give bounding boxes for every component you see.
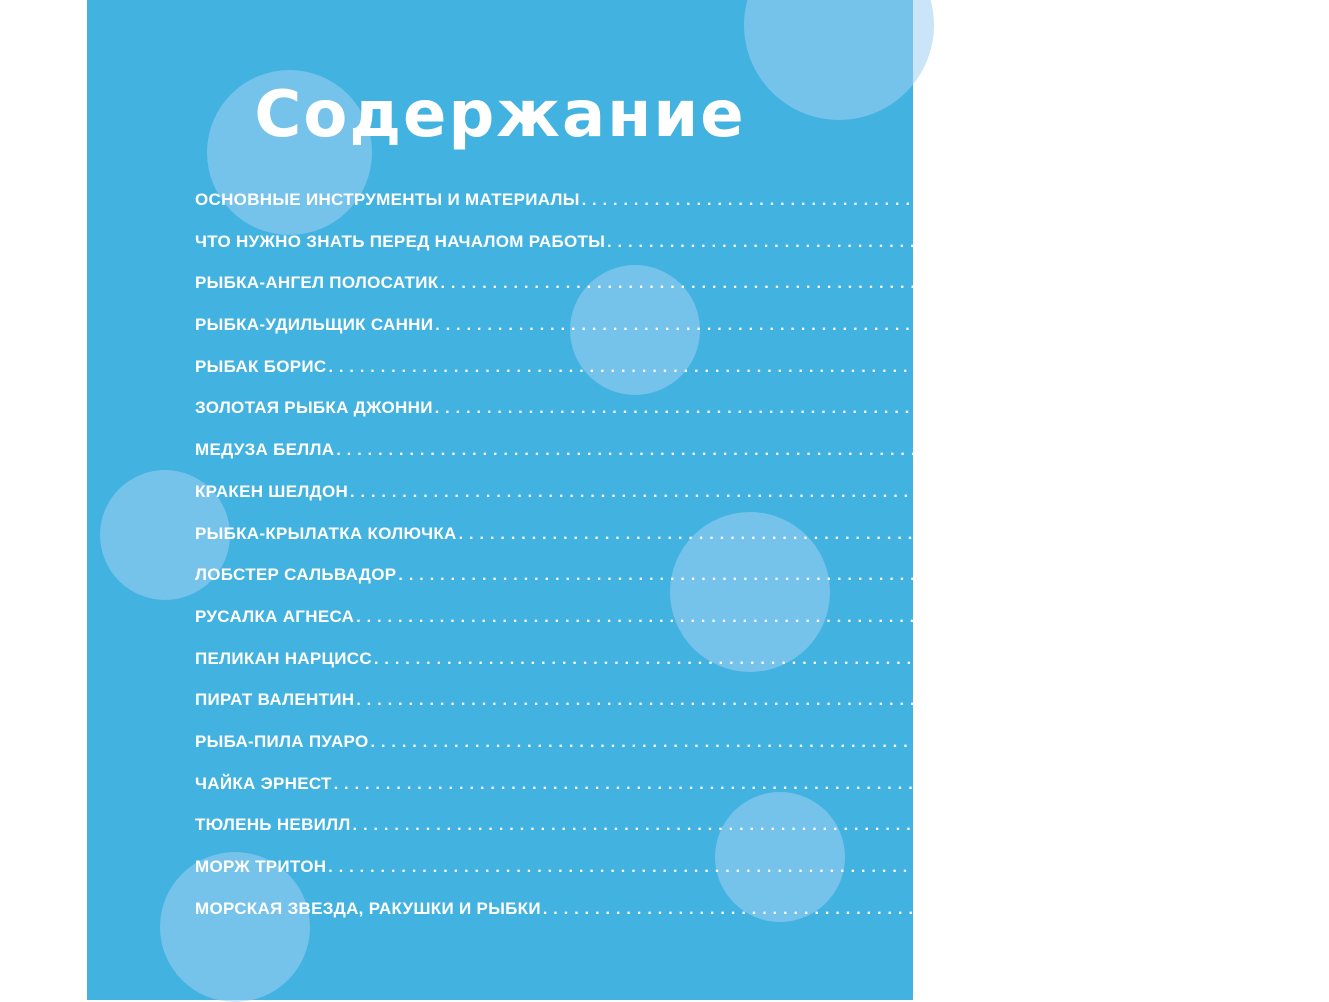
toc-entry[interactable] — [195, 773, 1065, 816]
toc-entry-page-number: 7 — [1319, 231, 1329, 251]
toc-dot-leader: ................................................................... — [352, 817, 1053, 835]
toc-dot-leader: ................................................................... — [434, 400, 1135, 418]
toc-entry-title: РЫБАК БОРИС — [195, 356, 327, 376]
toc-entry-title: ПЕЛИКАН НАРЦИСС — [195, 648, 372, 668]
toc-entry[interactable] — [195, 690, 1080, 732]
toc-entry-page-number: 6 — [1294, 190, 1304, 209]
toc-entry-page-number: 60 — [1162, 523, 1182, 543]
toc-entry-title: МОРСКАЯ ЗВЕЗДА, РАКУШКИ И РЫБКИ — [195, 898, 541, 918]
toc-dot-leader: ................................................................... — [350, 483, 1050, 501]
toc-entry-page-number: 68 — [1102, 565, 1122, 585]
contents-page — [87, 0, 1329, 1000]
toc-entry-title: РЫБКА-АНГЕЛ ПОЛОСАТИК — [195, 273, 439, 293]
toc-dot-leader: ................................................................... — [435, 317, 1136, 335]
toc-entry-title: МОРЖ ТРИТОН — [195, 857, 327, 876]
toc-entry[interactable] — [195, 523, 1182, 566]
toc-entry-title: ПИРАТ ВАЛЕНТИН — [195, 690, 355, 710]
toc-dot-leader: ................................................................... — [356, 692, 1057, 710]
toc-dot-leader: ................................................................... — [581, 192, 1282, 209]
toc-dot-leader: ................................................................... — [328, 358, 1029, 376]
toc-entry[interactable] — [195, 731, 1103, 774]
toc-entry[interactable] — [195, 857, 1061, 899]
toc-entry[interactable] — [195, 231, 1329, 274]
toc-entry-page-number: 110 — [1037, 773, 1065, 793]
toc-entry-page-number: 78 — [1060, 606, 1079, 626]
toc-entry-title: ЗОЛОТАЯ РЫБКА ДЖОННИ — [195, 398, 433, 418]
toc-entry-title: МЕДУЗА БЕЛЛА — [195, 440, 335, 460]
toc-entry-title: РЫБКА-КРЫЛАТКА КОЛЮЧКА — [195, 523, 457, 543]
table-of-contents — [195, 190, 1329, 940]
toc-dot-leader: ................................................................... — [373, 650, 1074, 668]
toc-entry-page-number: 16 — [1144, 273, 1164, 293]
toc-entry-page-number: 48 — [1040, 440, 1060, 460]
toc-dot-leader: ................................................................... — [458, 525, 1159, 543]
toc-entry-page-number: 24 — [1139, 315, 1159, 335]
toc-dot-leader: ................................................................... — [440, 275, 1141, 293]
page-title: Содержание — [254, 78, 746, 152]
toc-entry[interactable] — [195, 356, 1052, 399]
toc-entry-page-number: 40 — [1138, 398, 1158, 418]
toc-entry-title: ЛОБСТЕР САЛЬВАДОР — [195, 565, 397, 585]
toc-dot-leader: ................................................................... — [333, 775, 1034, 793]
toc-entry-page-number: 102 — [1074, 731, 1103, 751]
toc-entry-page-number: 32 — [1032, 356, 1052, 376]
toc-entry[interactable] — [195, 481, 1073, 524]
toc-entry[interactable] — [195, 315, 1159, 357]
toc-dot-leader: ................................................................... — [336, 442, 1037, 460]
toc-dot-leader: ................................................................... — [356, 608, 1057, 626]
toc-entry-title: ЧАЙКА ЭРНЕСТ — [195, 773, 332, 793]
toc-entry-page-number: 130 — [1246, 898, 1276, 918]
toc-dot-leader: ................................................................... — [398, 567, 1099, 585]
toc-entry-title: КРАКЕН ШЕЛДОН — [195, 481, 349, 501]
toc-entry-page-number: 94 — [1060, 690, 1080, 710]
toc-entry-title: ЧТО НУЖНО ЗНАТЬ ПЕРЕД НАЧАЛОМ РАБОТЫ — [195, 231, 606, 251]
toc-entry[interactable] — [195, 606, 1079, 649]
toc-entry[interactable] — [195, 565, 1122, 607]
toc-entry-page-number: 124 — [1032, 857, 1061, 876]
toc-entry-page-number: 86 — [1077, 648, 1097, 668]
toc-entry-page-number: 118 — [1056, 815, 1084, 835]
toc-dot-leader: ................................................................... — [542, 900, 1243, 918]
toc-entry[interactable] — [195, 815, 1084, 857]
toc-entry[interactable] — [195, 273, 1164, 315]
toc-dot-leader: ................................................................... — [370, 733, 1071, 751]
toc-entry[interactable] — [195, 648, 1097, 691]
toc-entry-title: ОСНОВНЫЕ ИНСТРУМЕНТЫ И МАТЕРИАЛЫ — [195, 190, 580, 209]
toc-entry-page-number: 54 — [1053, 481, 1073, 501]
toc-entry[interactable] — [195, 190, 1304, 232]
toc-entry-title: ТЮЛЕНЬ НЕВИЛЛ — [195, 815, 351, 835]
toc-entry[interactable] — [195, 398, 1158, 440]
toc-entry-title: РУСАЛКА АГНЕСА — [195, 606, 355, 626]
toc-dot-leader: ................................................................... — [328, 859, 1029, 876]
toc-entry-title: РЫБКА-УДИЛЬЩИК САННИ — [195, 315, 434, 335]
toc-entry[interactable] — [195, 440, 1060, 482]
toc-dot-leader: ................................................................... — [607, 233, 1308, 251]
toc-entry[interactable] — [195, 898, 1276, 941]
toc-entry-title: РЫБА-ПИЛА ПУАРО — [195, 731, 369, 751]
